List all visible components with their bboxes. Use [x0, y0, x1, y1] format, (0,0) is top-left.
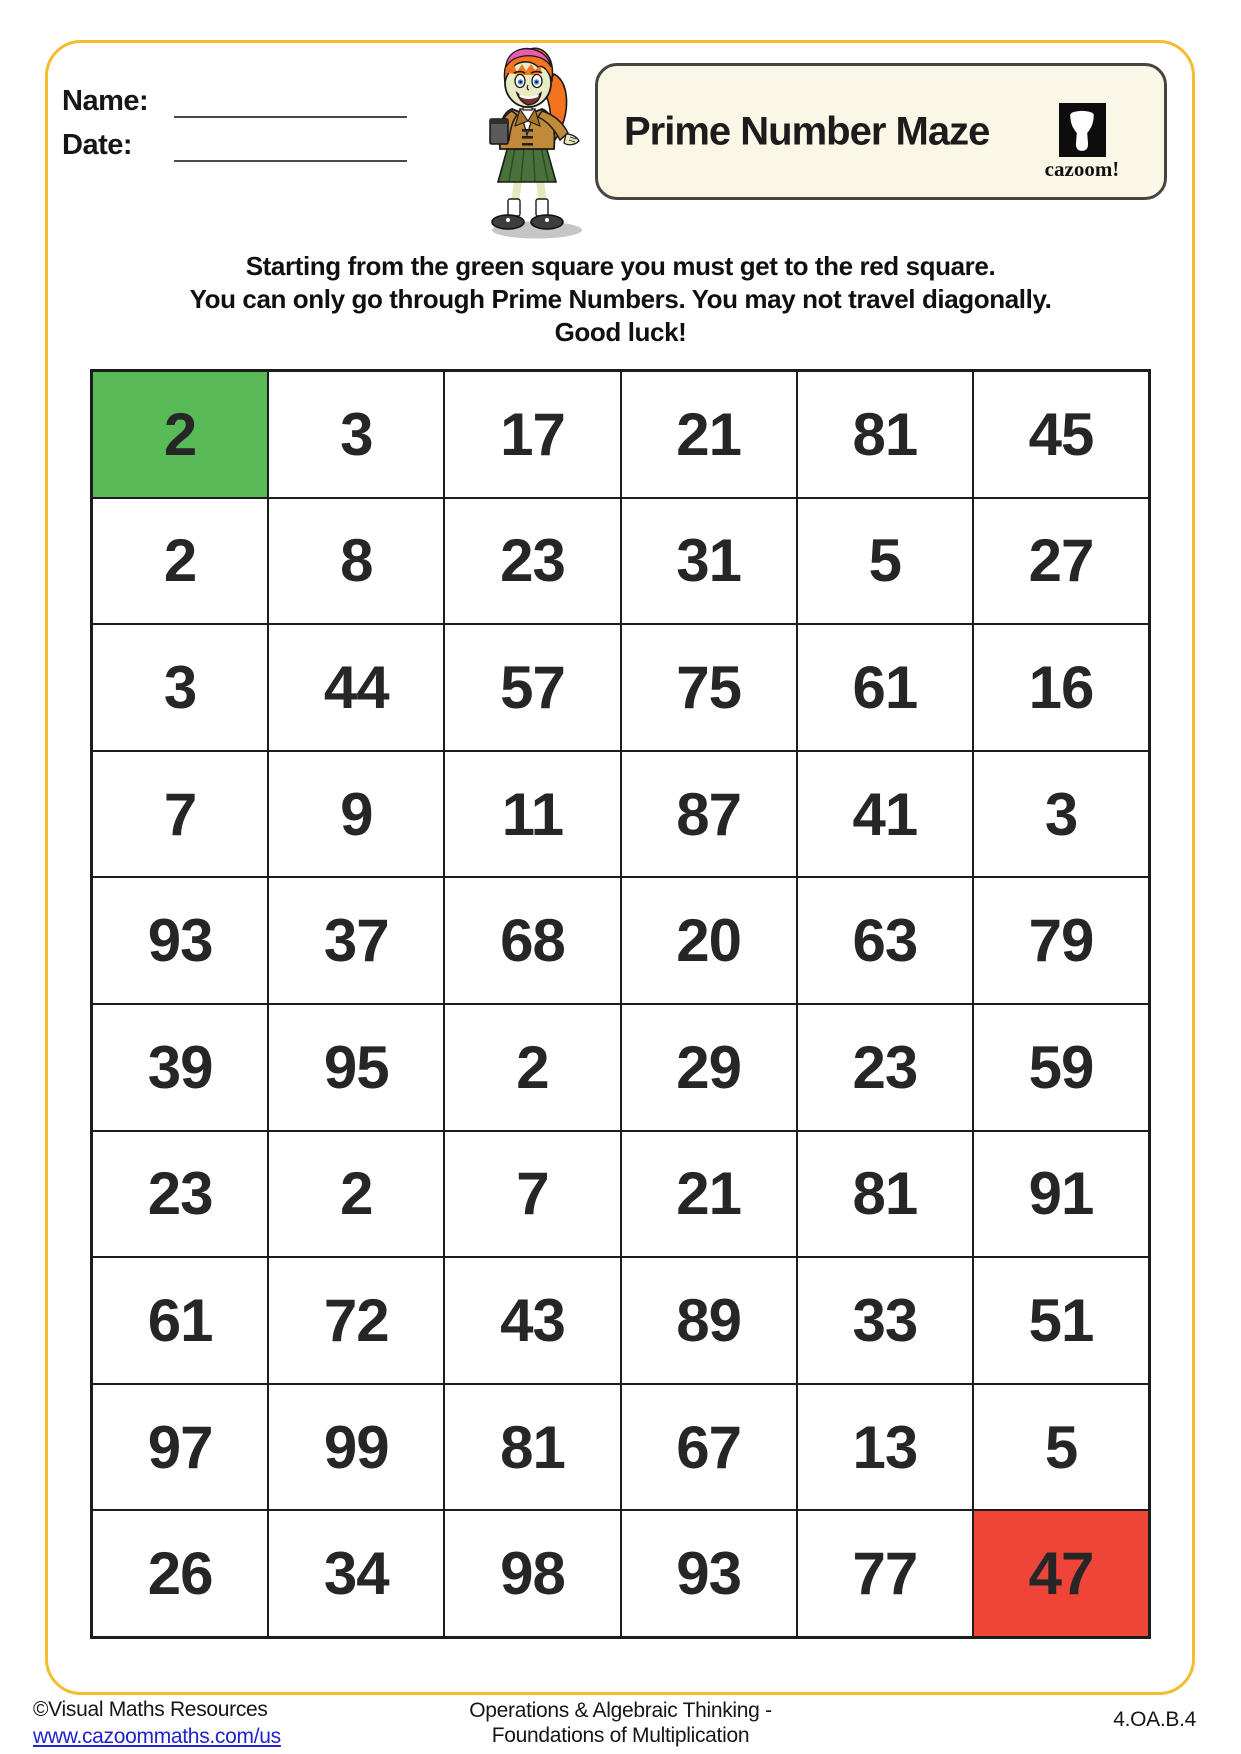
maze-cell-r3c5: 61 — [797, 624, 973, 751]
maze-cell-r5c5: 63 — [797, 877, 973, 1004]
maze-cell-r3c2: 44 — [268, 624, 444, 751]
maze-cell-r9c1: 97 — [92, 1384, 268, 1511]
maze-cell-r3c3: 57 — [444, 624, 620, 751]
maze-cell-r2c1: 2 — [92, 498, 268, 625]
maze-cell-r6c6: 59 — [973, 1004, 1149, 1131]
maze-cell-r10c5: 77 — [797, 1510, 973, 1637]
maze-cell-r5c1: 93 — [92, 877, 268, 1004]
maze-cell-r3c1: 3 — [92, 624, 268, 751]
date-write-line — [174, 132, 407, 162]
maze-cell-r5c6: 79 — [973, 877, 1149, 1004]
maze-cell-r6c5: 23 — [797, 1004, 973, 1131]
maze-cell-r3c4: 75 — [621, 624, 797, 751]
footer-center — [0, 1698, 1241, 1748]
maze-cell-r3c6: 16 — [973, 624, 1149, 751]
maze-cell-r4c6: 3 — [973, 751, 1149, 878]
instructions-line-1: Starting from the green square you must get to the red square. — [245, 251, 996, 281]
maze-cell-r9c5: 13 — [797, 1384, 973, 1511]
maze-cell-r6c3: 2 — [444, 1004, 620, 1131]
website-link[interactable]: www.cazoommaths.com/us — [33, 1725, 281, 1748]
maze-cell-r7c5: 81 — [797, 1131, 973, 1258]
maze-cell-r1c3: 17 — [444, 371, 620, 498]
cazoom-logo-wordmark: cazoom! — [1044, 157, 1120, 181]
maze-cell-r9c2: 99 — [268, 1384, 444, 1511]
maze-cell-r9c3: 81 — [444, 1384, 620, 1511]
maze-cell-r8c4: 89 — [621, 1257, 797, 1384]
footer-topic-line-1: Operations & Algebraic Thinking - — [469, 1699, 772, 1722]
maze-cell-r1c6: 45 — [973, 371, 1149, 498]
maze-cell-r7c1: 23 — [92, 1131, 268, 1258]
maze-cell-r10c4: 93 — [621, 1510, 797, 1637]
maze-cell-r4c2: 9 — [268, 751, 444, 878]
date-label: Date: — [62, 129, 133, 161]
maze-cell-r2c2: 8 — [268, 498, 444, 625]
maze-cell-r8c5: 33 — [797, 1257, 973, 1384]
maze-cell-r9c4: 67 — [621, 1384, 797, 1511]
name-write-line — [174, 88, 407, 118]
maze-cell-r2c4: 31 — [621, 498, 797, 625]
maze-cell-r8c2: 72 — [268, 1257, 444, 1384]
maze-cell-r10c6-end: 47 — [973, 1510, 1149, 1637]
maze-cell-r1c2: 3 — [268, 371, 444, 498]
maze-cell-r8c3: 43 — [444, 1257, 620, 1384]
maze-cell-r5c4: 20 — [621, 877, 797, 1004]
maze-cell-r2c6: 27 — [973, 498, 1149, 625]
maze-cell-r7c2: 2 — [268, 1131, 444, 1258]
maze-cell-r6c2: 95 — [268, 1004, 444, 1131]
page-title: Prime Number Maze — [624, 109, 990, 153]
copyright-text: ©Visual Maths Resources — [33, 1698, 268, 1721]
maze-cell-r7c3: 7 — [444, 1131, 620, 1258]
instructions — [0, 250, 1241, 349]
name-label: Name: — [62, 85, 149, 117]
maze-cell-r6c4: 29 — [621, 1004, 797, 1131]
maze-cell-r6c1: 39 — [92, 1004, 268, 1131]
title-box — [595, 63, 1167, 200]
maze-cell-r5c3: 68 — [444, 877, 620, 1004]
maze-cell-r2c3: 23 — [444, 498, 620, 625]
maze-cell-r1c5: 81 — [797, 371, 973, 498]
schoolgirl-cartoon-illustration — [462, 42, 592, 242]
maze-cell-r4c5: 41 — [797, 751, 973, 878]
maze-cell-r4c3: 11 — [444, 751, 620, 878]
name-date-block — [62, 82, 407, 170]
maze-cell-r10c2: 34 — [268, 1510, 444, 1637]
maze-cell-r8c1: 61 — [92, 1257, 268, 1384]
maze-cell-r4c1: 7 — [92, 751, 268, 878]
maze-cell-r4c4: 87 — [621, 751, 797, 878]
maze-cell-r10c3: 98 — [444, 1510, 620, 1637]
cazoom-logo — [1024, 103, 1140, 182]
maze-cell-r1c1-start: 2 — [92, 371, 268, 498]
maze-cell-r7c6: 91 — [973, 1131, 1149, 1258]
maze-cell-r7c4: 21 — [621, 1131, 797, 1258]
maze-cell-r2c5: 5 — [797, 498, 973, 625]
maze-cell-r10c1: 26 — [92, 1510, 268, 1637]
cazoom-drum-logo-icon — [1059, 103, 1106, 157]
maze-grid — [90, 369, 1151, 1639]
maze-cell-r8c6: 51 — [973, 1257, 1149, 1384]
footer-topic-line-2: Foundations of Multiplication — [491, 1724, 750, 1747]
standard-code: 4.OA.B.4 — [1113, 1708, 1196, 1731]
maze-cell-r9c6: 5 — [973, 1384, 1149, 1511]
maze-cell-r5c2: 37 — [268, 877, 444, 1004]
maze-cell-r1c4: 21 — [621, 371, 797, 498]
instructions-line-2: You can only go through Prime Numbers. You may not travel diagonally. — [189, 284, 1052, 314]
instructions-line-3: Good luck! — [554, 317, 687, 347]
